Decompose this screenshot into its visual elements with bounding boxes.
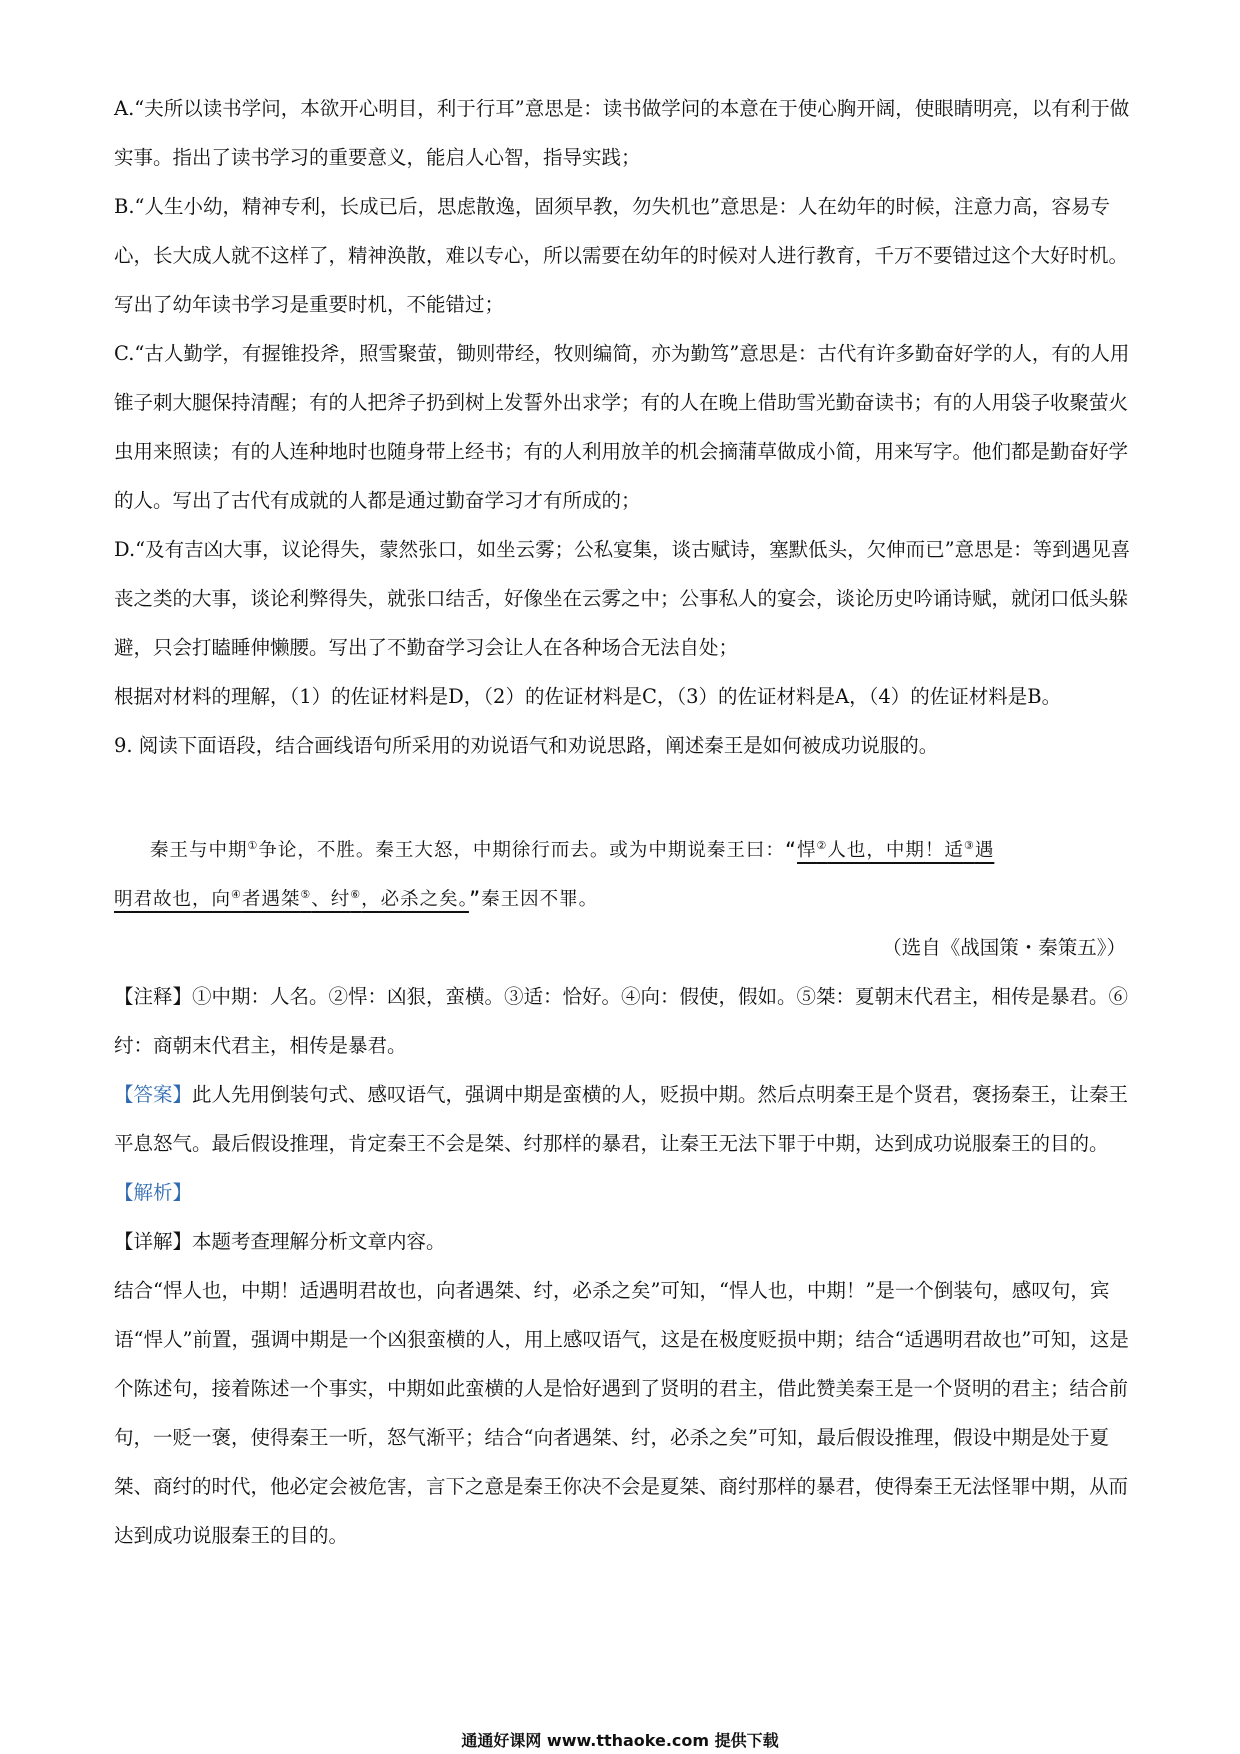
passage-text: 秦王与中期 <box>150 840 248 861</box>
answer-text: 此人先用倒装句式、感叹语气，强调中期是蛮横的人，贬损中期。然后点明秦王是个贤君，褒扬秦王，让秦王平息怒气。最后假设推理，肯定秦王不会是桀、纣那样的暴君，让秦王无法下罪于中期，达到成功说服秦王的目的。 <box>114 1083 1129 1155</box>
note-marker: ③ <box>963 838 975 852</box>
passage-text: ”秦王因不罪。 <box>468 889 599 910</box>
detail-label: 【详解】 <box>114 1230 193 1253</box>
notes-label: 【注释】 <box>114 985 193 1008</box>
note-marker: ④ <box>231 887 242 901</box>
explanation-conclusion: 根据对材料的理解，（1）的佐证材料是D，（2）的佐证材料是C，（3）的佐证材料是A，（4）的佐证材料是B。 <box>114 685 1062 708</box>
passage-line-2 <box>114 875 1134 924</box>
passage-source: （选自《战国策・秦策五》） <box>882 936 1126 959</box>
answer-label: 【答案】 <box>114 1083 193 1106</box>
notes-text: ①中期：人名。②悍：凶狠，蛮横。③适：恰好。④向：假使，假如。⑤桀：夏朝末代君主，相传是暴君。⑥纣：商朝末代君主，相传是暴君。 <box>114 985 1129 1057</box>
notes <box>114 972 1134 1070</box>
underlined-sentence: 悍②人也，中期！适③遇 <box>797 838 995 861</box>
answer <box>114 1070 1134 1168</box>
note-marker: ② <box>816 838 828 852</box>
classical-passage <box>114 826 1134 924</box>
explanation-b: B.“人生小幼，精神专利，长成已后，思虑散逸，固须早教，勿失机也”意思是：人在幼年的时候，注意力高，容易专心，长大成人就不这样了，精神涣散，难以专心，所以需要在幼年的时候对人进行教育，千万不要错过这个大好时机。写出了幼年读书学习是重要时机，不能错过； <box>114 195 1129 316</box>
note-marker: ⑤ <box>300 887 312 901</box>
explanation-d: D.“及有吉凶大事，议论得失，蒙然张口，如坐云雾；公私宴集，谈古赋诗，塞默低头，欠伸而已”意思是：等到遇见喜丧之类的大事，谈论利弊得失，就张口结舌，好像坐在云雾之中；公事私人的宴会，谈论历史吟诵诗赋，就闭口低头躲避，只会打瞌睡伸懒腰。写出了不勤奋学习会让人在各种场合无法自处； <box>114 538 1131 659</box>
note-marker: ① <box>247 838 259 852</box>
detail <box>114 1217 1134 1266</box>
analysis-label: 【解析】 <box>114 1181 193 1204</box>
question-9: 9. 阅读下面语段，结合画线语句所采用的劝说语气和劝说思路，阐述秦王是如何被成功说服的。 <box>114 734 939 757</box>
note-marker: ⑥ <box>350 887 362 901</box>
explanation-a: A.“夫所以读书学问，本欲开心明目，利于行耳”意思是：读书做学问的本意在于使心胸开阔，使眼睛明亮，以有利于做实事。指出了读书学习的重要意义，能启人心智，指导实践； <box>114 97 1130 169</box>
explanation-block <box>114 84 1134 770</box>
detail-body: 结合“悍人也，中期！适遇明君故也，向者遇桀、纣，必杀之矣”可知，“悍人也，中期！”是一个倒装句，感叹句，宾语“悍人”前置，强调中期是一个凶狠蛮横的人，用上感叹语气，这是在极度贬损中期；结合“适遇明君故也”可知，这是个陈述句，接着陈述一个事实，中期如此蛮横的人是恰好遇到了贤明的君主，借此赞美秦王是一个贤明的君主；结合前句，一贬一褒，使得秦王一听，怒气渐平；结合“向者遇桀、纣，必杀之矣”可知，最后假设推理，假设中期是处于夏桀、商纣的时代，他必定会被危害，言下之意是秦王你决不会是夏桀、商纣那样的暴君，使得秦王无法怪罪中期，从而达到成功说服秦王的目的。 <box>114 1279 1129 1547</box>
answer-block <box>114 972 1134 1560</box>
explanation-c: C.“古人勤学，有握锥投斧，照雪聚萤，锄则带经，牧则编简，亦为勤笃”意思是：古代有许多勤奋好学的人，有的人用锥子刺大腿保持清醒；有的人把斧子扔到树上发誓外出求学；有的人在晚上借助雪光勤奋读书；有的人用袋子收聚萤火虫用来照读；有的人连种地时也随身带上经书；有的人利用放羊的机会摘蒲草做成小简，用来写字。他们都是勤奋好学的人。写出了古代有成就的人都是通过勤奋学习才有所成的； <box>114 342 1130 512</box>
passage-line-1 <box>114 826 1134 875</box>
footer-watermark: 通通好课网 www.tthaoke.com 提供下载 <box>461 1731 779 1750</box>
underlined-sentence: 明君故也，向④者遇桀⑤、纣⑥，必杀之矣。 <box>114 887 469 910</box>
passage-text: 争论，不胜。秦王大怒，中期徐行而去。或为中期说秦王曰：“ <box>258 840 798 861</box>
detail-intro: 本题考查理解分析文章内容。 <box>192 1230 446 1253</box>
